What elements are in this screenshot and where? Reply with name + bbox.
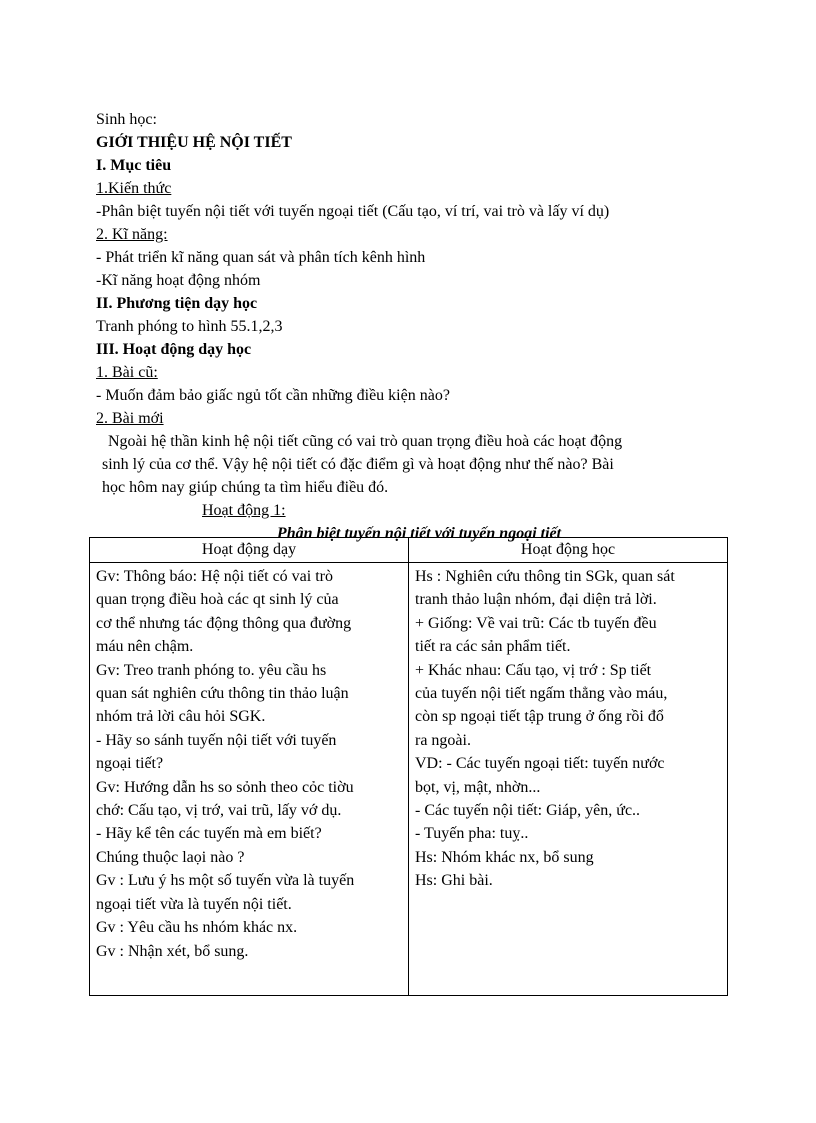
student-column-header: Hoạt động học	[409, 538, 728, 563]
section-objectives-heading: I. Mục tiêu	[96, 157, 172, 174]
intro-line: Ngoài hệ thần kinh hệ nội tiết cũng có vai trò quan trọng điều hoà các hoạt động	[108, 433, 623, 450]
teacher-line: Gv: Treo tranh phóng to. yêu cầu hs	[96, 661, 327, 679]
skills-subheading: 2. Kĩ năng:	[96, 226, 168, 243]
skill-item: - Phát triển kĩ năng quan sát và phân tích kênh hình	[96, 249, 426, 266]
teacher-line: Gv: Thông báo: Hệ nội tiết có vai trò	[96, 568, 333, 585]
student-line: tranh thảo luận nhóm, đại diện trả lời.	[415, 591, 657, 609]
teacher-line: cơ thể nhưng tác động thông qua đường	[96, 614, 352, 632]
intro-paragraph	[96, 430, 726, 499]
student-line: - Tuyến pha: tuỵ..	[415, 825, 529, 843]
review-subheading: 1. Bài cũ:	[96, 364, 158, 381]
document-page	[96, 108, 736, 545]
intro-line: học hôm nay giúp chúng ta tìm hiểu điều đó.	[102, 479, 389, 496]
student-line: Hs: Nhóm khác nx, bổ sung	[415, 848, 594, 866]
student-line: của tuyến nội tiết ngấm thẳng vào máu,	[415, 685, 668, 703]
student-line: Hs : Nghiên cứu thông tin SGk, quan sát	[415, 568, 675, 585]
teacher-activities-cell	[90, 563, 409, 996]
skill-item: -Kĩ năng hoạt động nhóm	[96, 272, 261, 289]
table-header-row	[90, 538, 728, 563]
teacher-line: Chúng thuộc laọi nào ?	[96, 848, 245, 866]
teacher-line: - Hãy so sánh tuyến nội tiết với tuyến	[96, 731, 337, 749]
intro-line: sinh lý của cơ thể. Vậy hệ nội tiết có đặc điểm gì và hoạt động như thế nào? Bài	[102, 456, 614, 473]
teacher-line: chớ: Cấu tạo, vị trớ, vai trũ, lấy vớ dụ.	[96, 802, 342, 820]
activity-label: Hoạt động 1:	[202, 502, 286, 519]
student-line: bọt, vị, mật, nhờn...	[415, 778, 541, 796]
knowledge-subheading: 1.Kiến thức	[96, 180, 172, 197]
teacher-column-header: Hoạt động dạy	[90, 538, 409, 563]
teacher-line: - Hãy kể tên các tuyến mà em biết?	[96, 825, 322, 843]
student-line: Hs: Ghi bài.	[415, 872, 493, 890]
lesson-title: GIỚI THIỆU HỆ NỘI TIẾT	[96, 134, 292, 151]
teacher-line: ngoại tiết?	[96, 755, 164, 773]
teacher-line: máu nên chậm.	[96, 638, 194, 656]
student-line: - Các tuyến nội tiết: Giáp, yên, ức..	[415, 802, 641, 820]
teacher-line: Gv : Lưu ý hs một số tuyến vừa là tuyến	[96, 872, 355, 890]
student-activities-cell	[409, 563, 728, 996]
subject-label: Sinh học:	[96, 111, 157, 128]
teacher-line: quan trọng điều hoà các qt sinh lý của	[96, 591, 339, 609]
knowledge-text: -Phân biệt tuyến nội tiết với tuyến ngoại tiết (Cấu tạo, ví trí, vai trò và lấy ví dụ)	[96, 203, 610, 220]
teacher-line: nhóm trả lời câu hỏi SGK.	[96, 708, 266, 726]
section-materials-heading: II. Phương tiện dạy học	[96, 295, 258, 312]
activity-title: Phân biệt tuyến nội tiết với tuyến ngoại tiết	[276, 525, 562, 542]
table-row	[90, 563, 728, 996]
student-line: còn sp ngoại tiết tập trung ở ống rồi đổ	[415, 708, 664, 726]
teacher-line: Gv : Nhận xét, bổ sung.	[96, 942, 249, 960]
teacher-line: Gv : Yêu cầu hs nhóm khác nx.	[96, 919, 298, 937]
student-line: + Giống: Về vai trũ: Các tb tuyến đều	[415, 614, 657, 632]
activity-table	[89, 537, 728, 996]
review-text: - Muốn đảm bảo giấc ngủ tốt cần những điều kiện nào?	[96, 387, 450, 404]
new-lesson-subheading: 2. Bài mới	[96, 410, 164, 427]
teacher-line: Gv: Hướng dẫn hs so sỏnh theo cỏc tiờu	[96, 778, 354, 796]
teacher-line: ngoại tiết vừa là tuyến nội tiết.	[96, 895, 292, 913]
section-activities-heading: III. Hoạt động dạy học	[96, 341, 252, 358]
student-line: ra ngoài.	[415, 731, 471, 749]
materials-text: Tranh phóng to hình 55.1,2,3	[96, 318, 283, 335]
teacher-line: quan sát nghiên cứu thông tin thảo luận	[96, 685, 349, 703]
student-line: tiết ra các sản phẩm tiết.	[415, 638, 571, 656]
student-line: + Khác nhau: Cấu tạo, vị trớ : Sp tiết	[415, 661, 652, 679]
student-line: VD: - Các tuyến ngoại tiết: tuyến nước	[415, 755, 665, 773]
